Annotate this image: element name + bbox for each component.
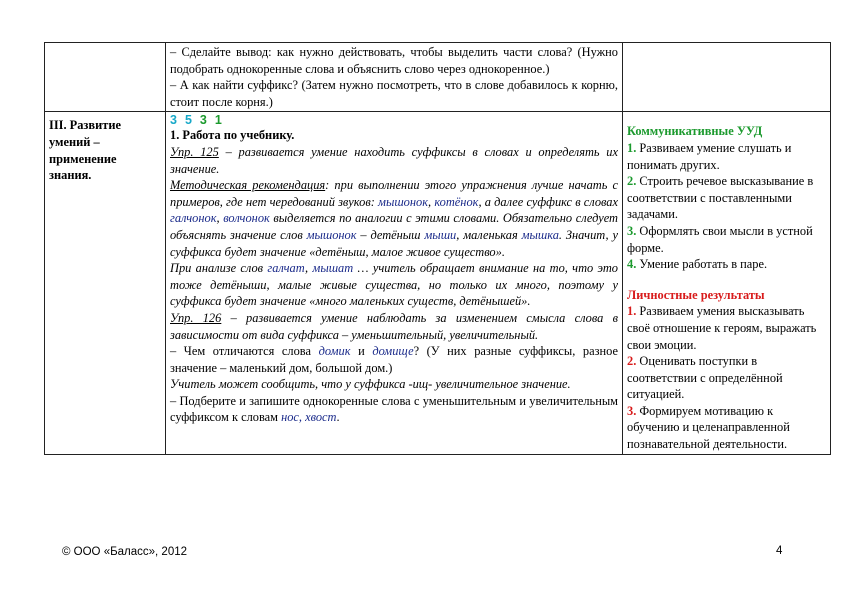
example-word: домик — [318, 344, 351, 359]
text-run: , маленькая — [456, 227, 522, 242]
exercise-numbers — [170, 113, 618, 127]
personal-item — [627, 303, 826, 353]
content-cell — [166, 43, 623, 112]
text-run: : при выполнении этого упражнения лучше начать с примеров, где нет чередований звуков: — [170, 178, 618, 209]
paragraph: – Сделайте вывод: как нужно действовать, чтобы выделить части слова? (Нужно подобрать однокоренные слова и объяснить слово через однокоренное.) — [170, 45, 618, 76]
item-number: 3. — [627, 223, 637, 238]
text-run: , а далее суффикс в словах — [478, 194, 618, 209]
item-text: Умение работать в паре. — [636, 257, 768, 272]
example-word: галчат — [267, 261, 305, 276]
table-row — [45, 43, 831, 112]
uud-cell-empty — [623, 43, 831, 112]
paragraph — [170, 260, 618, 310]
example-word: мыши — [424, 227, 457, 242]
text-run: – развивается умение находить суффиксы в словах и определять их значение. — [170, 144, 618, 176]
example-word: нос, хвост — [281, 410, 337, 425]
stage-title: III. Развитие умений – применение знания. — [45, 112, 166, 454]
text-run: … учитель обращает внимание на то, что это тоже детёныши, малые живые существа, но только их много, поэтому у суффикса будет значение «много маленьких существ, детёнышей». — [170, 261, 618, 309]
personal-item — [627, 403, 826, 453]
item-text: Развиваем умения высказывать своё отношение к героям, выражать свои эмоции. — [627, 304, 817, 352]
stage-cell-empty — [45, 43, 166, 112]
digit: 5 — [184, 113, 192, 128]
text-run: – развивается умение наблюдать за изменением смысла слова в зависимости от вида суффикса – уменьшительный, увеличительный. — [170, 310, 618, 342]
method-label: Методическая рекомендация — [170, 178, 326, 193]
item-text: Развиваем умение слушать и понимать других. — [627, 140, 792, 172]
text-run: , — [428, 194, 435, 209]
paragraph — [170, 393, 618, 426]
digit: 3 — [199, 113, 207, 128]
paragraph: – А как найти суффикс? (Затем нужно посмотреть, что в слове добавилось к корню, стоит после корня.) — [170, 78, 618, 109]
text-run: и — [350, 344, 373, 359]
paragraph: Учитель может сообщить, что у суффикса -ищ- увеличительное значение. — [170, 377, 571, 392]
table-row — [45, 112, 831, 454]
item-text: Формируем мотивацию к обучению и целенаправленной познавательной деятельности. — [627, 403, 790, 452]
example-word: мышка — [521, 227, 559, 242]
item-text: Оценивать поступки в соответствии с определённой ситуацией. — [627, 354, 783, 402]
paragraph — [170, 310, 618, 343]
digit: 3 — [170, 113, 177, 128]
item-text: Оформлять свои мысли в устной форме. — [627, 223, 813, 255]
uud-item — [627, 173, 826, 223]
item-text: Строить речевое высказывание в соответствии с поставленными задачами. — [627, 174, 814, 222]
text-run: . — [336, 410, 340, 425]
text-run: ? (У них разные суффиксы, разное значение – маленький дом, большой дом.) — [170, 344, 618, 375]
example-word: котёнок — [434, 194, 479, 209]
digit: 1 — [214, 113, 222, 128]
personal-item — [627, 353, 826, 403]
example-word: мышонок — [378, 194, 429, 209]
personal-heading: Личностные результаты — [627, 287, 765, 302]
text-run: выделяется по аналогии с этими словами. Обязательно следует объяснять значение слов — [170, 211, 618, 242]
item-number: 4. — [627, 257, 637, 272]
text-run: . Значит, у суффикса будет значение «детёныш, малое живое существо». — [170, 227, 618, 259]
text-run: – Чем отличаются слова — [170, 344, 319, 359]
example-word: мышонок — [306, 227, 357, 242]
uud-item — [627, 223, 826, 256]
paragraph — [170, 177, 618, 260]
item-number: 2. — [627, 354, 637, 369]
example-word: галчонок — [170, 211, 217, 226]
paragraph — [170, 144, 618, 177]
page-number: 4 — [776, 545, 783, 557]
item-number: 1. — [627, 304, 637, 319]
uud-heading: Коммуникативные УУД — [627, 124, 763, 139]
text-run: – Подберите и запишите однокоренные слова с уменьшительным и увеличительным суффиксом к словам — [170, 393, 618, 425]
example-word: волчонок — [223, 211, 270, 226]
exercise-label: Упр. 125 — [170, 144, 219, 159]
item-number: 2. — [627, 174, 637, 189]
example-word: мышат — [312, 261, 354, 276]
example-word: домище — [372, 344, 414, 359]
item-number: 3. — [627, 403, 637, 418]
item-number: 1. — [627, 140, 637, 155]
uud-item — [627, 140, 826, 173]
text-run: , — [216, 211, 224, 226]
uud-cell — [623, 112, 831, 454]
exercise-label: Упр. 126 — [170, 310, 222, 325]
text-run: При анализе слов — [170, 261, 268, 276]
footer-copyright: © ООО «Баласс», 2012 — [62, 546, 188, 558]
text-run: – детёныш — [356, 227, 425, 242]
content-cell — [166, 112, 623, 454]
lesson-table — [44, 42, 831, 455]
text-run: , — [305, 261, 313, 276]
uud-item — [627, 256, 826, 273]
paragraph — [170, 343, 618, 376]
task-title: 1. Работа по учебнику. — [170, 128, 295, 143]
